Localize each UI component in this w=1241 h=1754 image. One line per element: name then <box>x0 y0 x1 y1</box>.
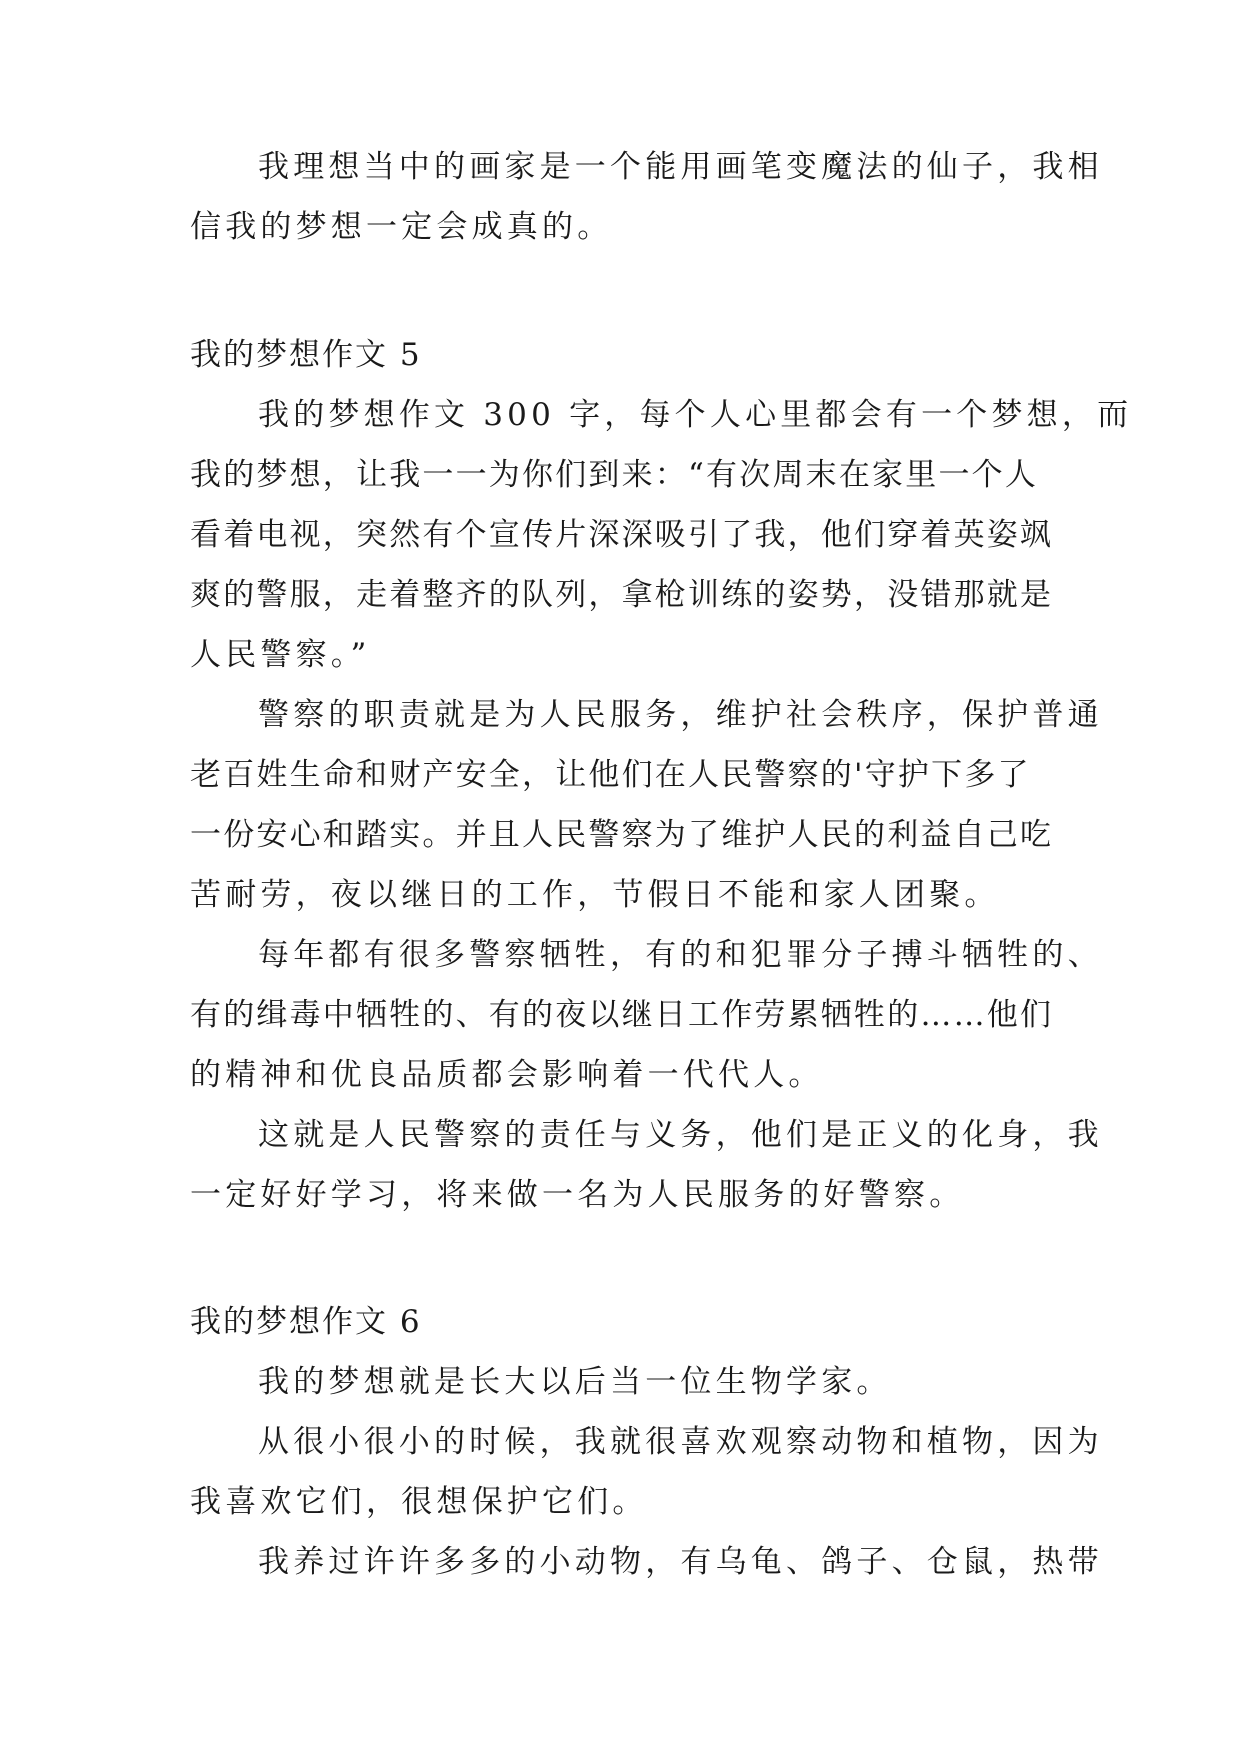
paragraph-line: 信我的梦想一定会成真的。 <box>190 209 613 245</box>
paragraph-line: 苦耐劳，夜以继日的工作，节假日不能和家人团聚。 <box>190 877 1000 913</box>
paragraph-line: 这就是人民警察的责任与义务，他们是正义的化身，我 <box>258 1117 1103 1153</box>
paragraph-line: 警察的职责就是为人民服务，维护社会秩序，保护普通 <box>258 697 1103 733</box>
paragraph-line: 爽的警服，走着整齐的队列，拿枪训练的姿势，没错那就是 <box>190 577 1054 613</box>
paragraph-line: 一份安心和踏实。并且人民警察为了维护人民的利益自己吃 <box>190 817 1054 853</box>
section-heading: 我的梦想作文 5 <box>190 337 422 373</box>
paragraph-line: 老百姓生命和财产安全，让他们在人民警察的'守护下多了 <box>190 757 1031 793</box>
paragraph-line: 我养过许许多多的小动物，有乌龟、鸽子、仓鼠，热带 <box>258 1544 1103 1580</box>
paragraph-line: 每年都有很多警察牺牲，有的和犯罪分子搏斗牺牲的、 <box>258 937 1103 973</box>
paragraph-line: 我理想当中的画家是一个能用画笔变魔法的仙子，我相 <box>258 149 1103 185</box>
paragraph-line: 我的梦想作文 300 字，每个人心里都会有一个梦想，而 <box>258 397 1133 433</box>
paragraph-line: 我的梦想就是长大以后当一位生物学家。 <box>258 1364 892 1400</box>
paragraph-line: 我喜欢它们，很想保护它们。 <box>190 1484 648 1520</box>
section-heading: 我的梦想作文 6 <box>190 1304 422 1340</box>
paragraph-line: 人民警察。” <box>190 637 371 673</box>
paragraph-line: 一定好好学习，将来做一名为人民服务的好警察。 <box>190 1177 965 1213</box>
paragraph-line: 我的梦想，让我一一为你们到来：“有次周末在家里一个人 <box>190 457 1039 493</box>
paragraph-line: 的精神和优良品质都会影响着一代代人。 <box>190 1057 824 1093</box>
paragraph-line: 有的缉毒中牺牲的、有的夜以继日工作劳累牺牲的……他们 <box>190 997 1054 1033</box>
paragraph-line: 从很小很小的时候，我就很喜欢观察动物和植物，因为 <box>258 1424 1103 1460</box>
paragraph-line: 看着电视，突然有个宣传片深深吸引了我，他们穿着英姿飒 <box>190 517 1054 553</box>
